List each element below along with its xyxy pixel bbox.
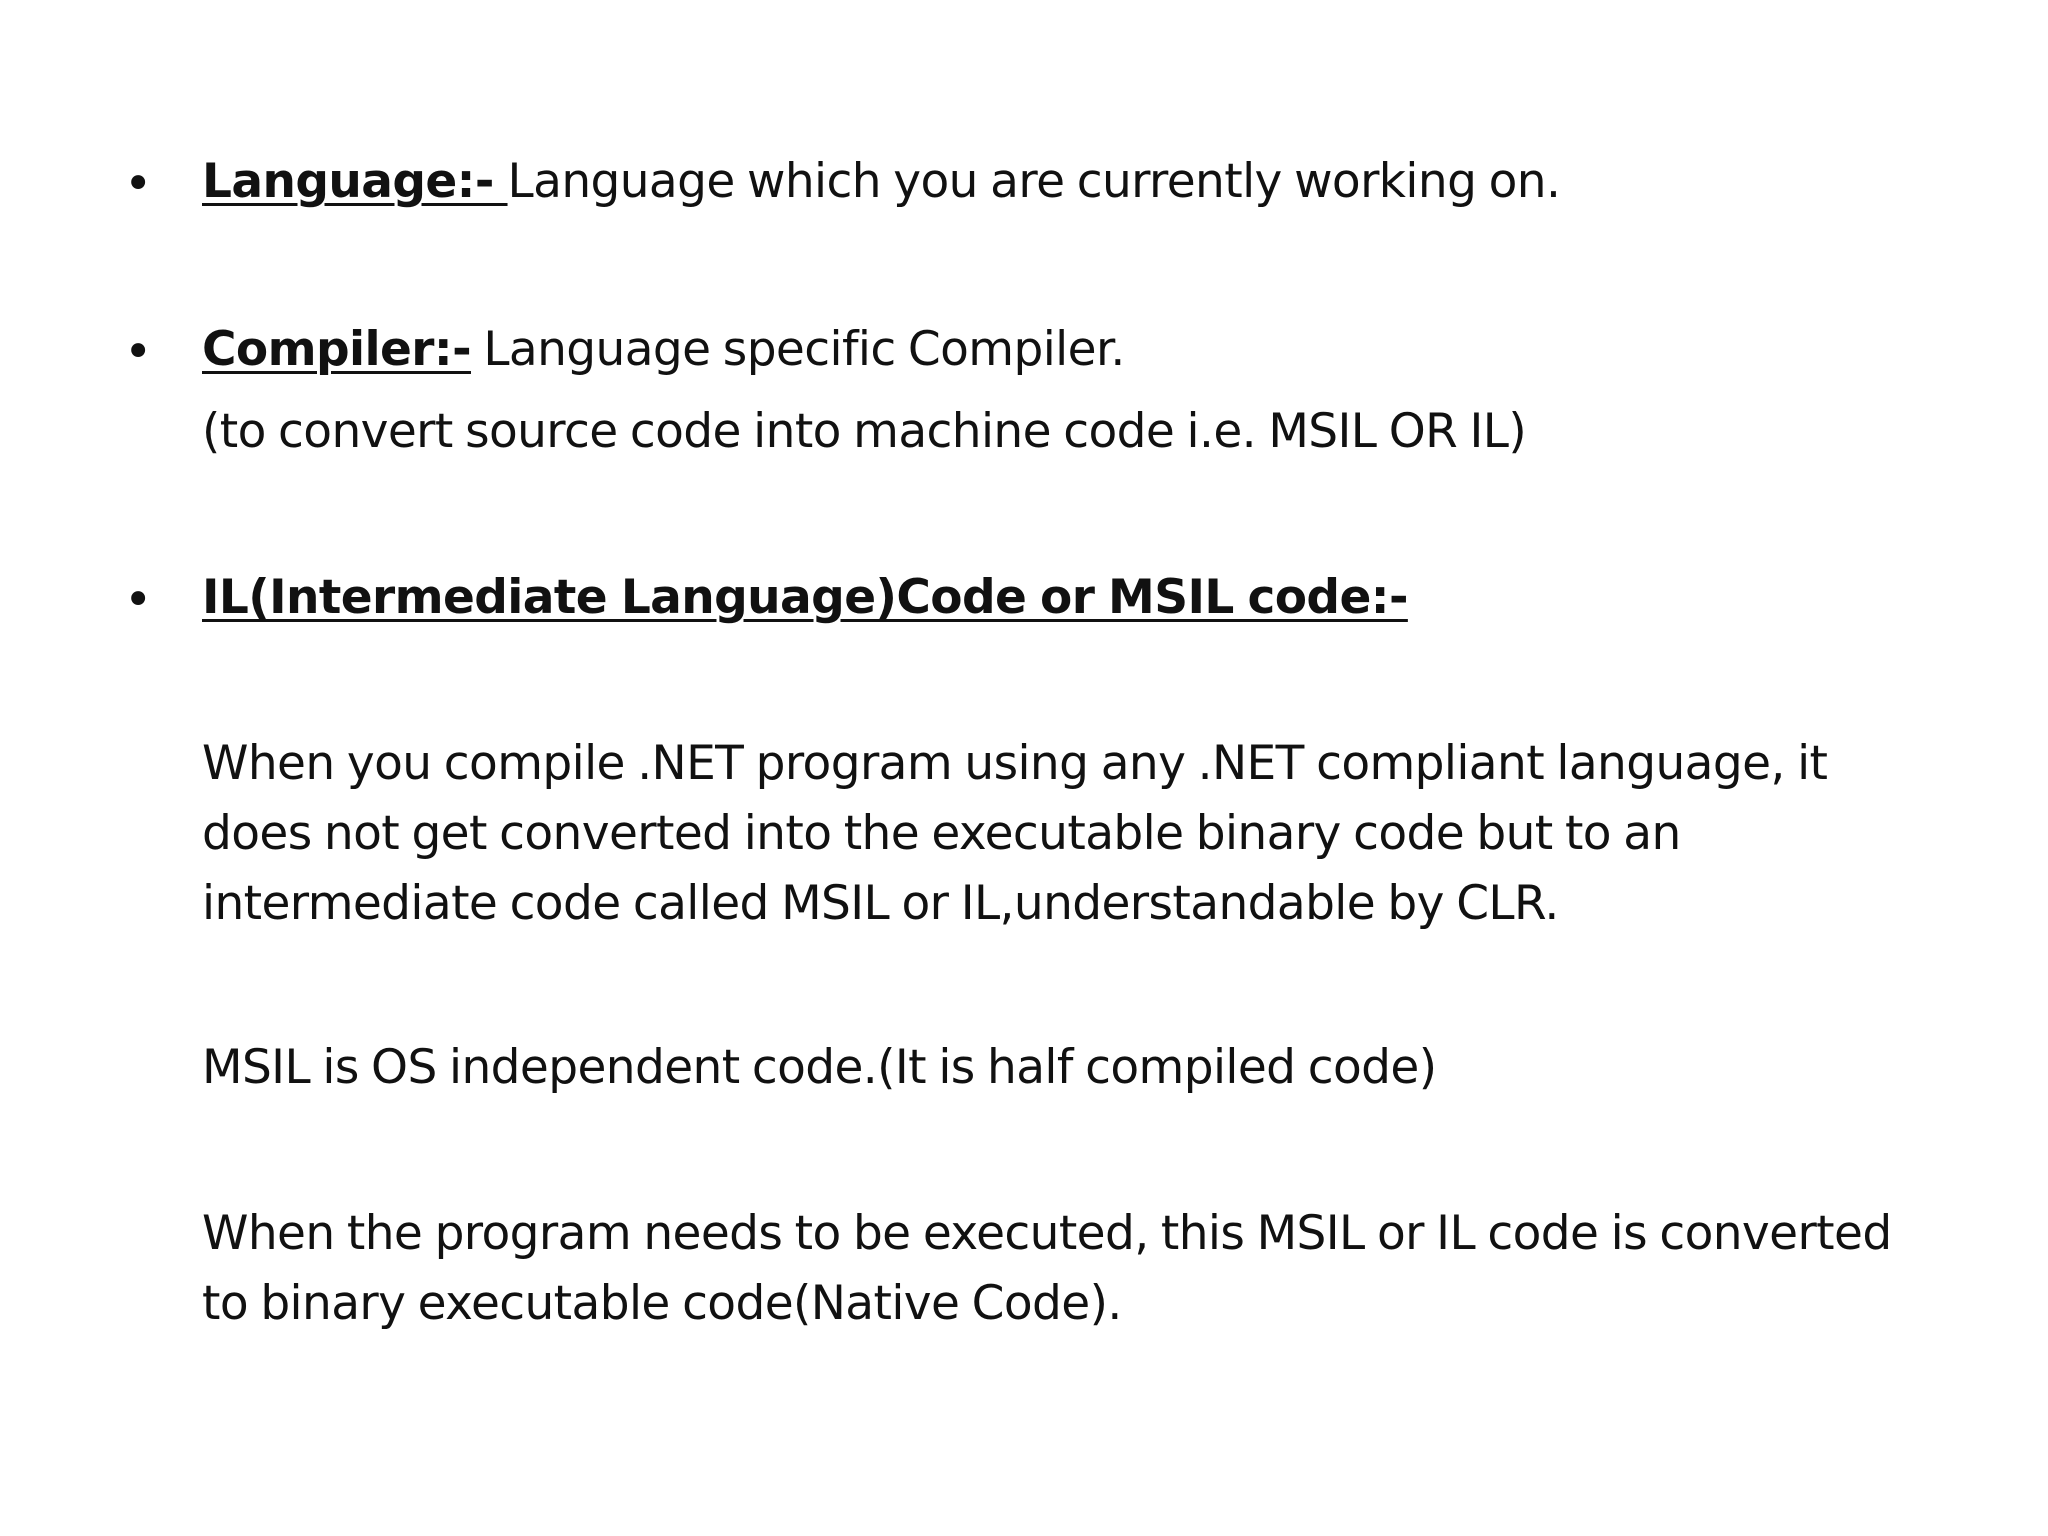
compiler-subtext: (to convert source code into machine code i.e. MSIL OR IL) <box>202 404 1527 459</box>
bullet-marker: • <box>124 156 153 212</box>
bullet-item-compiler <box>202 322 1125 377</box>
paragraph-line: When the program needs to be executed, this MSIL or IL code is converted <box>202 1206 1892 1261</box>
bullet-item-language <box>202 154 1560 209</box>
definition-language: Language which you are currently working on. <box>507 154 1561 209</box>
bullet-marker: • <box>124 572 153 628</box>
paragraph-line: intermediate code called MSIL or IL,understandable by CLR. <box>202 876 1559 931</box>
heading-il-msil: IL(Intermediate Language)Code or MSIL code:- <box>202 570 1408 625</box>
paragraph-line: to binary executable code(Native Code). <box>202 1276 1122 1331</box>
bullet-marker: • <box>124 324 153 380</box>
term-language: Language:- <box>202 154 508 209</box>
term-compiler: Compiler:- <box>202 322 471 377</box>
paragraph-line: MSIL is OS independent code.(It is half compiled code) <box>202 1040 1437 1095</box>
definition-compiler: Language specific Compiler. <box>470 322 1125 377</box>
paragraph-line: does not get converted into the executable binary code but to an <box>202 806 1681 861</box>
paragraph-line: When you compile .NET program using any .NET compliant language, it <box>202 736 1828 791</box>
